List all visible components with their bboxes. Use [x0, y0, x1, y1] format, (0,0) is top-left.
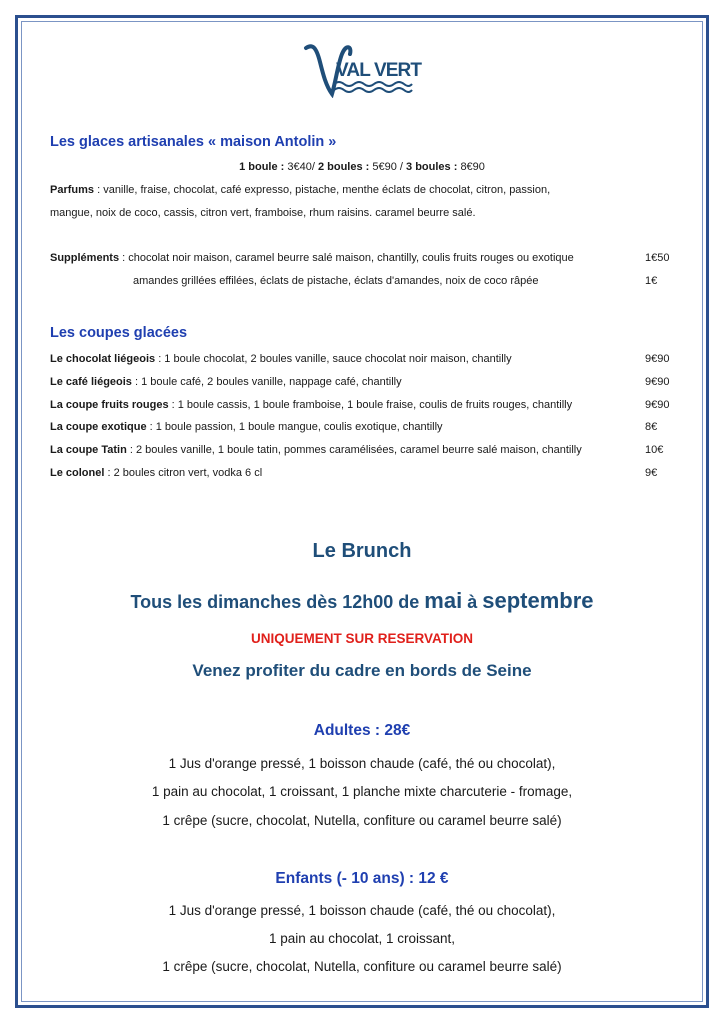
enfants-line-2: 1 pain au chocolat, 1 croissant,	[268, 931, 456, 946]
venez-profiter: Venez profiter du cadre en bords de Seine	[192, 661, 532, 680]
glaces-title: Les glaces artisanales « maison Antolin »	[50, 134, 337, 150]
supplements-label: Suppléments	[50, 252, 120, 264]
coupe-price: 9€90	[645, 399, 670, 411]
coupe-desc: : 2 boules vanille, 1 boule tatin, pommes caramélisées, caramel beurre salé maison, chantilly	[126, 444, 582, 456]
val-vert-logo	[302, 40, 426, 98]
schedule-mai: mai	[424, 588, 463, 613]
b2-label: 2 boules :	[317, 161, 370, 173]
coupe-row-2	[50, 375, 630, 389]
coupe-row-4	[50, 420, 630, 434]
coupe-name: La coupe exotique	[50, 421, 147, 433]
adultes-line-3: 1 crêpe (sucre, chocolat, Nutella, confiture ou caramel beurre salé)	[162, 813, 562, 828]
coupe-row-5	[50, 443, 630, 457]
parfums-text-1: : vanille, fraise, chocolat, café expresso, pistache, menthe éclats de chocolat, citron, passion,	[94, 184, 551, 196]
enfants-line-3: 1 crêpe (sucre, chocolat, Nutella, confiture ou caramel beurre salé)	[162, 959, 562, 974]
b1-value: 3€40/	[287, 161, 315, 173]
supplements-text-1: : chocolat noir maison, caramel beurre salé maison, chantilly, coulis fruits rouges ou exotique	[119, 252, 574, 264]
coupe-desc: : 1 boule café, 2 boules vanille, nappage café, chantilly	[131, 376, 402, 388]
coupe-price: 9€	[645, 467, 658, 479]
b2-value: 5€90 /	[372, 161, 403, 173]
supplements-price-2: 1€	[645, 275, 658, 287]
coupes-title: Les coupes glacées	[50, 325, 188, 341]
coupe-desc: : 1 boule cassis, 1 boule framboise, 1 boule fraise, coulis de fruits rouges, chantilly	[168, 399, 573, 411]
enfants-heading: Enfants (- 10 ans) : 12 €	[275, 870, 449, 887]
coupe-row-1	[50, 352, 630, 366]
adultes-line-2: 1 pain au chocolat, 1 croissant, 1 planche mixte charcuterie - fromage,	[151, 784, 573, 799]
coupe-desc: : 2 boules citron vert, vodka 6 cl	[104, 467, 263, 479]
coupe-row-3	[50, 398, 630, 412]
adultes-heading: Adultes : 28€	[313, 722, 411, 739]
logo-text: VAL VERT	[336, 60, 422, 81]
coupe-desc: : 1 boule passion, 1 boule mangue, coulis exotique, chantilly	[146, 421, 443, 433]
b1-label: 1 boule :	[239, 161, 285, 173]
b3-label: 3 boules :	[406, 161, 458, 173]
schedule-septembre: septembre	[482, 588, 594, 613]
schedule-b: à	[462, 592, 483, 612]
coupe-name: La coupe fruits rouges	[50, 399, 169, 411]
coupe-price: 9€90	[645, 376, 670, 388]
supplements-line-1	[50, 251, 630, 265]
schedule-a: Tous les dimanches dès 12h00 de	[130, 592, 425, 612]
adultes-line-1: 1 Jus d'orange pressé, 1 boisson chaude (café, thé ou chocolat),	[168, 756, 556, 771]
parfums-line-2: mangue, noix de coco, cassis, citron vert, framboise, rhum raisins. caramel beurre salé.	[50, 207, 476, 219]
coupe-price: 8€	[645, 421, 658, 433]
brunch-title: Le Brunch	[312, 540, 412, 562]
coupe-name: La coupe Tatin	[50, 444, 127, 456]
brunch-schedule	[18, 588, 706, 614]
parfums-label: Parfums	[50, 184, 95, 196]
supplements-price-1: 1€50	[645, 252, 670, 264]
supplements-line-2: amandes grillées effilées, éclats de pistache, éclats d'amandes, noix de coco râpée	[133, 275, 539, 287]
reservation-notice: UNIQUEMENT SUR RESERVATION	[250, 631, 474, 646]
boules-prices	[18, 161, 706, 173]
coupe-row-6	[50, 466, 630, 480]
coupe-name: Le café liégeois	[50, 376, 132, 388]
coupe-name: Le colonel	[50, 467, 105, 479]
coupe-name: Le chocolat liégeois	[50, 353, 156, 365]
coupe-price: 9€90	[645, 353, 670, 365]
parfums-line-1	[50, 183, 630, 197]
coupe-price: 10€	[645, 444, 664, 456]
coupe-desc: : 1 boule chocolat, 2 boules vanille, sauce chocolat noir maison, chantilly	[155, 353, 512, 365]
enfants-line-1: 1 Jus d'orange pressé, 1 boisson chaude (café, thé ou chocolat),	[168, 903, 556, 918]
b3-value: 8€90	[460, 161, 485, 173]
